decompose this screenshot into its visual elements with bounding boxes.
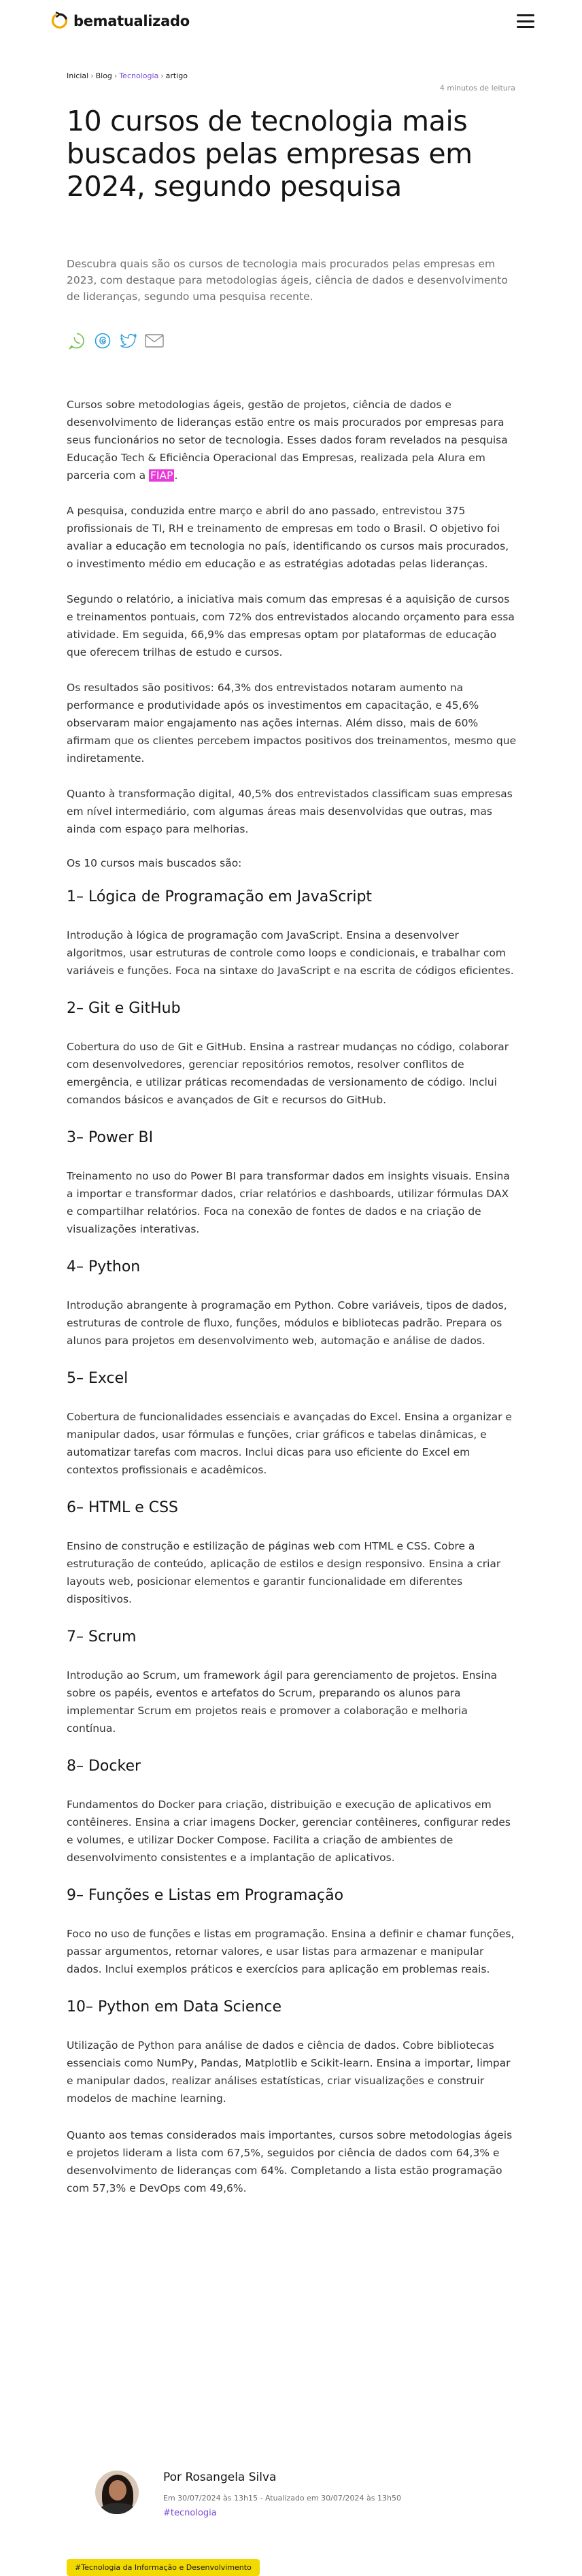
- article-paragraph: Os resultados são positivos: 64,3% dos entrevistados notaram aumento na performance e produtividade após os investimentos em capacitação, e 45,6% observaram maior engajamento nas ações internas. Além disso, mais de 60% afirmam que os clientes percebem impactos positivos dos treinamentos, mesmo que indiretamente.: [67, 682, 517, 765]
- course-description: Introdução à lógica de programação com JavaScript. Ensina a desenvolver algoritmos, usar estruturas de controle como loops e condicionais, e trabalhar com variáveis e funções. Foca na sintaxe do JavaScript e na escrita de códigos eficientes.: [67, 929, 514, 977]
- course-section: [67, 1997, 518, 2107]
- circle-arrow-logo-icon: [50, 12, 69, 31]
- brand-name: bematualizado: [73, 13, 190, 29]
- course-section: [67, 1627, 518, 1737]
- breadcrumb: Inicial › Blog › Tecnologia › artigo: [67, 71, 188, 80]
- twitter-icon[interactable]: [118, 331, 139, 351]
- read-time: 4 minutos de leitura: [439, 84, 515, 93]
- course-heading: 10– Python em Data Science: [67, 1998, 282, 2015]
- author-info: [163, 2471, 401, 2518]
- course-description: Foco no uso de funções e listas em programação. Ensina a definir e chamar funções, passar argumentos, retornar valores, e usar listas para armazenar e manipular dados. Inclui exemplos práticos e exercícios para aplicação em problemas reais.: [67, 1928, 515, 1975]
- article-paragraph: Quanto à transformação digital, 40,5% dos entrevistados classificam suas empresas em nível intermediário, com algumas áreas mais desenvolvidas que outras, mas ainda com espaço para melhorias.: [67, 788, 513, 835]
- course-description: Utilização de Python para análise de dados e ciência de dados. Cobre bibliotecas essenciais como NumPy, Pandas, Matplotlib e Scikit-learn. Ensina a importar, limpar e manipular dados, realizar análises estatísticas, criar visualizações e construir modelos de machine learning.: [67, 2039, 511, 2105]
- article-title: 10 cursos de tecnologia mais buscados pelas empresas em 2024, segundo pesquisa: [67, 105, 473, 203]
- course-description: Cobertura do uso de Git e GitHub. Ensina a rastrear mudanças no código, colaborar com desenvolvedores, gerenciar repositórios remotos, resolver conflitos de emergência, e utilizar práticas recomendadas de versionamento de código. Inclui comandos básicos e avançados de Git e recursos do GitHub.: [67, 1041, 509, 1106]
- article-paragraph: A pesquisa, conduzida entre março e abril do ano passado, entrevistou 375 profissionais de TI, RH e treinamento de empresas em todo o Brasil. O objetivo foi avaliar a educação em tecnologia no país, identificando os cursos mais procurados, o investimento médio em educação e as estratégias adotadas pelas lideranças.: [67, 505, 509, 570]
- email-icon[interactable]: [144, 331, 165, 351]
- course-heading: 5– Excel: [67, 1370, 129, 1387]
- course-section: [67, 1756, 518, 1867]
- breadcrumb-blog[interactable]: Blog: [95, 71, 112, 80]
- course-description: Introdução ao Scrum, um framework ágil para gerenciamento de projetos. Ensina sobre os papéis, eventos e artefatos do Scrum, preparando os alunos para implementar Scrum em projetos reais e promover a colaboração e melhoria contínua.: [67, 1669, 498, 1735]
- course-description: Treinamento no uso do Power BI para transformar dados em insights visuais. Ensina a importar e transformar dados, criar relatórios e dashboards, utilizar fórmulas DAX e compartilhar relatórios. Foca na conexão de fontes de dados e na criação de visualizações interativas.: [67, 1170, 510, 1235]
- course-section: [67, 1128, 518, 1238]
- article-paragraph-closing: Quanto aos temas considerados mais importantes, cursos sobre metodologias ágeis e projetos lideram a lista com 67,5%, seguidos por ciência de dados com 64,3% e desenvolvimento de lideranças com 64%. Completando a lista estão programação com 57,3% e DevOps com 49,6%.: [67, 2129, 513, 2194]
- course-heading: 2– Git e GitHub: [67, 1000, 181, 1017]
- course-section: [67, 1498, 518, 1608]
- breadcrumb-home[interactable]: Inicial: [67, 71, 89, 80]
- course-heading: 9– Funções e Listas em Programação: [67, 1887, 344, 1904]
- article-lead: Descubra quais são os cursos de tecnologia mais procurados pelas empresas em 2023, com destaque para metodologias ágeis, ciência de dados e desenvolvimento de lideranças, segundo uma pesquisa recente.: [67, 258, 508, 303]
- course-description: Cobertura de funcionalidades essenciais e avançadas do Excel. Ensina a organizar e manipular dados, usar fórmulas e funções, criar gráficos e tabelas dinâmicas, e automatizar tarefas com macros. Inclui dicas para uso eficiente do Excel em contextos profissionais e acadêmicos.: [67, 1411, 512, 1476]
- author-tag-link[interactable]: #tecnologia: [163, 2508, 217, 2518]
- brand-logo[interactable]: [50, 12, 190, 31]
- article-body: [67, 396, 518, 2197]
- course-description: Fundamentos do Docker para criação, distribuição e execução de aplicativos em contêineres. Ensina a criar imagens Docker, gerenciar contêineres, configurar redes e volumes, e utilizar Docker Compose. Facilita a criação de ambientes de desenvolvimento consistentes e a implantação de aplicativos.: [67, 1799, 511, 1864]
- course-section: [67, 999, 518, 1109]
- breadcrumb-category[interactable]: Tecnologia: [119, 71, 159, 80]
- publish-dates: Em 30/07/2024 às 13h15 - Atualizado em 30/07/2024 às 13h50: [163, 2494, 401, 2503]
- share-bar: [67, 331, 165, 351]
- course-heading: 8– Docker: [67, 1758, 141, 1775]
- course-heading: 1– Lógica de Programação em JavaScript: [67, 888, 373, 905]
- site-header: [0, 0, 582, 42]
- course-heading: 4– Python: [67, 1258, 141, 1275]
- course-section: [67, 887, 518, 980]
- article-paragraph-intro: Cursos sobre metodologias ágeis, gestão de projetos, ciência de dados e desenvolvimento de lideranças estão entre os mais procurados por empresas para seus funcionários no setor de tecnologia. Esses dados foram revelados na pesquisa Educação Tech & Eficiência Operacional das Empresas, realizada pela Alura em parceria com a FIAP .: [67, 399, 508, 482]
- category-tag[interactable]: #Tecnologia da Informação e Desenvolvimento: [67, 2559, 260, 2576]
- course-section: [67, 1369, 518, 1479]
- hamburger-menu-icon[interactable]: [517, 14, 534, 28]
- article-paragraph: Segundo o relatório, a iniciativa mais comum das empresas é a aquisição de cursos e treinamentos pontuais, com 72% dos entrevistados alocando orçamento para essa atividade. Em seguida, 66,9% das empresas optam por plataformas de educação que oferecem trilhas de estudo e cursos.: [67, 593, 515, 658]
- course-section: [67, 1886, 518, 1978]
- course-section: [67, 1257, 518, 1350]
- breadcrumb-current: artigo: [165, 71, 188, 80]
- author-name[interactable]: Por Rosangela Silva: [163, 2471, 277, 2484]
- highlight-fiap: FIAP: [150, 469, 173, 482]
- course-heading: 6– HTML e CSS: [67, 1499, 179, 1516]
- threads-icon[interactable]: [92, 331, 113, 351]
- whatsapp-icon[interactable]: [67, 331, 87, 351]
- course-heading: 3– Power BI: [67, 1129, 154, 1146]
- courses-list-intro: Os 10 cursos mais buscados são:: [67, 857, 242, 869]
- avatar: [95, 2471, 139, 2514]
- author-box: [95, 2471, 401, 2518]
- course-description: Ensino de construção e estilização de páginas web com HTML e CSS. Cobre a estruturação de conteúdo, aplicação de estilos e design responsivo. Ensina a criar layouts web, posicionar elementos e garantir funcionalidade em diferentes dispositivos.: [67, 1540, 501, 1605]
- course-description: Introdução abrangente à programação em Python. Cobre variáveis, tipos de dados, estruturas de controle de fluxo, funções, módulos e bibliotecas padrão. Prepara os alunos para projetos em desenvolvimento web, automação e análise de dados.: [67, 1299, 507, 1347]
- course-heading: 7– Scrum: [67, 1628, 137, 1645]
